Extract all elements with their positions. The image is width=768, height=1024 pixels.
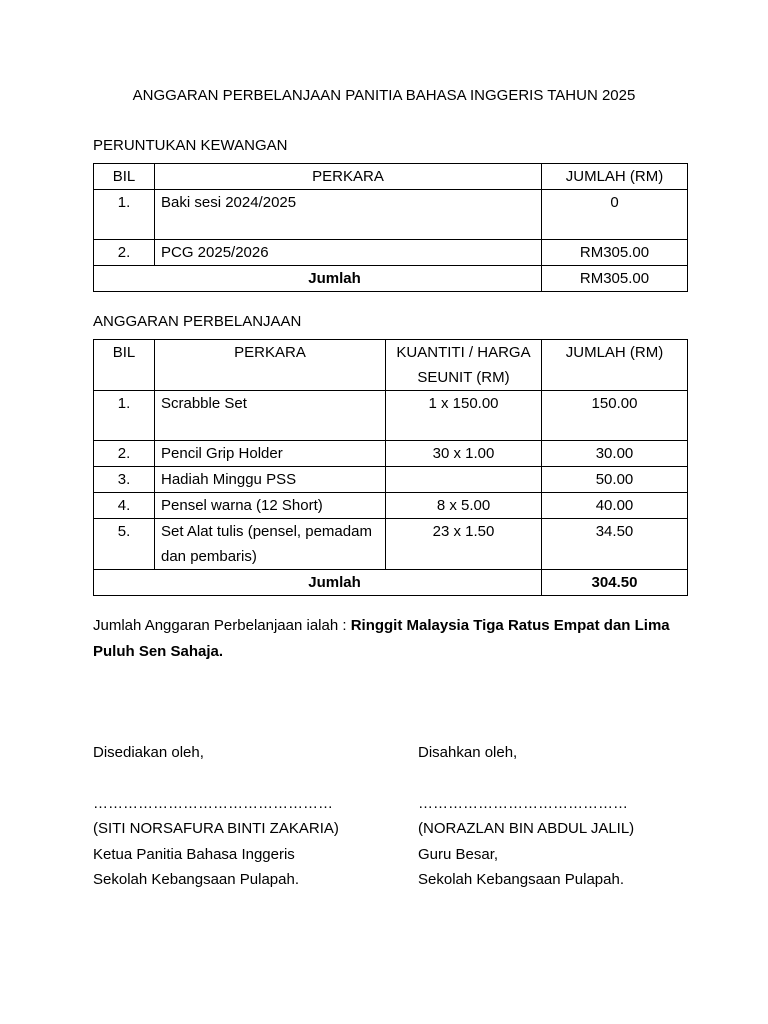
total-row — [94, 266, 688, 292]
approved-by-block — [418, 740, 634, 893]
table-row — [94, 391, 688, 441]
table-row — [94, 519, 688, 570]
total-value: 304.50 — [542, 570, 688, 596]
total-value: RM305.00 — [542, 266, 688, 292]
preparer-school: Sekolah Kebangsaan Pulapah. — [93, 871, 300, 888]
summary-prefix: Jumlah Anggaran Perbelanjaan ialah : — [93, 617, 351, 634]
header-bil: BIL — [94, 164, 155, 190]
table-row — [94, 190, 688, 240]
cell-bil: 2. — [94, 441, 155, 467]
cell-jumlah: 50.00 — [542, 467, 688, 493]
table-row — [94, 240, 688, 266]
cell-bil: 1. — [94, 190, 155, 240]
signature-line: ………………………………………… — [93, 794, 333, 812]
allocation-table — [93, 163, 688, 292]
signature-line: …………………………………… — [418, 794, 628, 812]
document-title: ANGGARAN PERBELANJAAN PANITIA BAHASA INGGERIS TAHUN 2025 — [132, 87, 636, 104]
approver-name: (NORAZLAN BIN ABDUL JALIL) — [418, 820, 635, 837]
total-label: Jumlah — [94, 266, 542, 292]
cell-kuantiti: 1 x 150.00 — [386, 391, 542, 441]
cell-bil: 4. — [94, 493, 155, 519]
header-kuantiti — [386, 340, 542, 391]
cell-perkara: Pensel warna (12 Short) — [155, 493, 386, 519]
cell-bil: 3. — [94, 467, 155, 493]
cell-perkara: Hadiah Minggu PSS — [155, 467, 386, 493]
allocation-heading: PERUNTUKAN KEWANGAN — [93, 137, 288, 154]
cell-jumlah: RM305.00 — [542, 240, 688, 266]
cell-jumlah: 34.50 — [542, 519, 688, 570]
cell-kuantiti — [386, 467, 542, 493]
header-jumlah: JUMLAH (RM) — [542, 164, 688, 190]
prepared-by-block — [93, 740, 339, 893]
cell-perkara-line1: Set Alat tulis (pensel, pemadam — [161, 523, 372, 540]
cell-bil: 2. — [94, 240, 155, 266]
header-jumlah: JUMLAH (RM) — [542, 340, 688, 391]
prepared-by-label: Disediakan oleh, — [93, 744, 204, 761]
cell-jumlah: 150.00 — [542, 391, 688, 441]
table-header-row — [94, 340, 688, 391]
cell-kuantiti: 30 x 1.00 — [386, 441, 542, 467]
cell-kuantiti: 23 x 1.50 — [386, 519, 542, 570]
table-row — [94, 467, 688, 493]
cell-bil: 1. — [94, 391, 155, 441]
table-row — [94, 441, 688, 467]
summary-amount-words: Ringgit Malaysia Tiga Ratus Empat dan Lima Puluh Sen Sahaja. — [93, 617, 670, 660]
cell-perkara: Baki sesi 2024/2025 — [155, 190, 542, 240]
cell-perkara: PCG 2025/2026 — [155, 240, 542, 266]
cell-jumlah: 30.00 — [542, 441, 688, 467]
header-kuantiti-line1: KUANTITI / HARGA — [396, 344, 531, 361]
expenditure-table — [93, 339, 688, 596]
expenditure-heading: ANGGARAN PERBELANJAAN — [93, 313, 302, 330]
header-kuantiti-line2: SEUNIT (RM) — [417, 369, 510, 386]
cell-perkara-line2: dan pembaris) — [161, 548, 257, 565]
total-row — [94, 570, 688, 596]
cell-jumlah: 0 — [542, 190, 688, 240]
summary-paragraph — [93, 613, 673, 665]
table-row — [94, 493, 688, 519]
cell-perkara: Pencil Grip Holder — [155, 441, 386, 467]
header-perkara: PERKARA — [155, 164, 542, 190]
preparer-position: Ketua Panitia Bahasa Inggeris — [93, 845, 295, 863]
approver-position: Guru Besar, — [418, 845, 499, 863]
cell-perkara — [155, 519, 386, 570]
header-perkara: PERKARA — [155, 340, 386, 391]
table-header-row — [94, 164, 688, 190]
header-bil: BIL — [94, 340, 155, 391]
approved-by-label: Disahkan oleh, — [418, 744, 518, 761]
total-label: Jumlah — [94, 570, 542, 596]
preparer-name: (SITI NORSAFURA BINTI ZAKARIA) — [93, 820, 339, 837]
approver-school: Sekolah Kebangsaan Pulapah. — [418, 871, 625, 888]
cell-bil: 5. — [94, 519, 155, 570]
cell-perkara: Scrabble Set — [155, 391, 386, 441]
cell-kuantiti: 8 x 5.00 — [386, 493, 542, 519]
cell-jumlah: 40.00 — [542, 493, 688, 519]
